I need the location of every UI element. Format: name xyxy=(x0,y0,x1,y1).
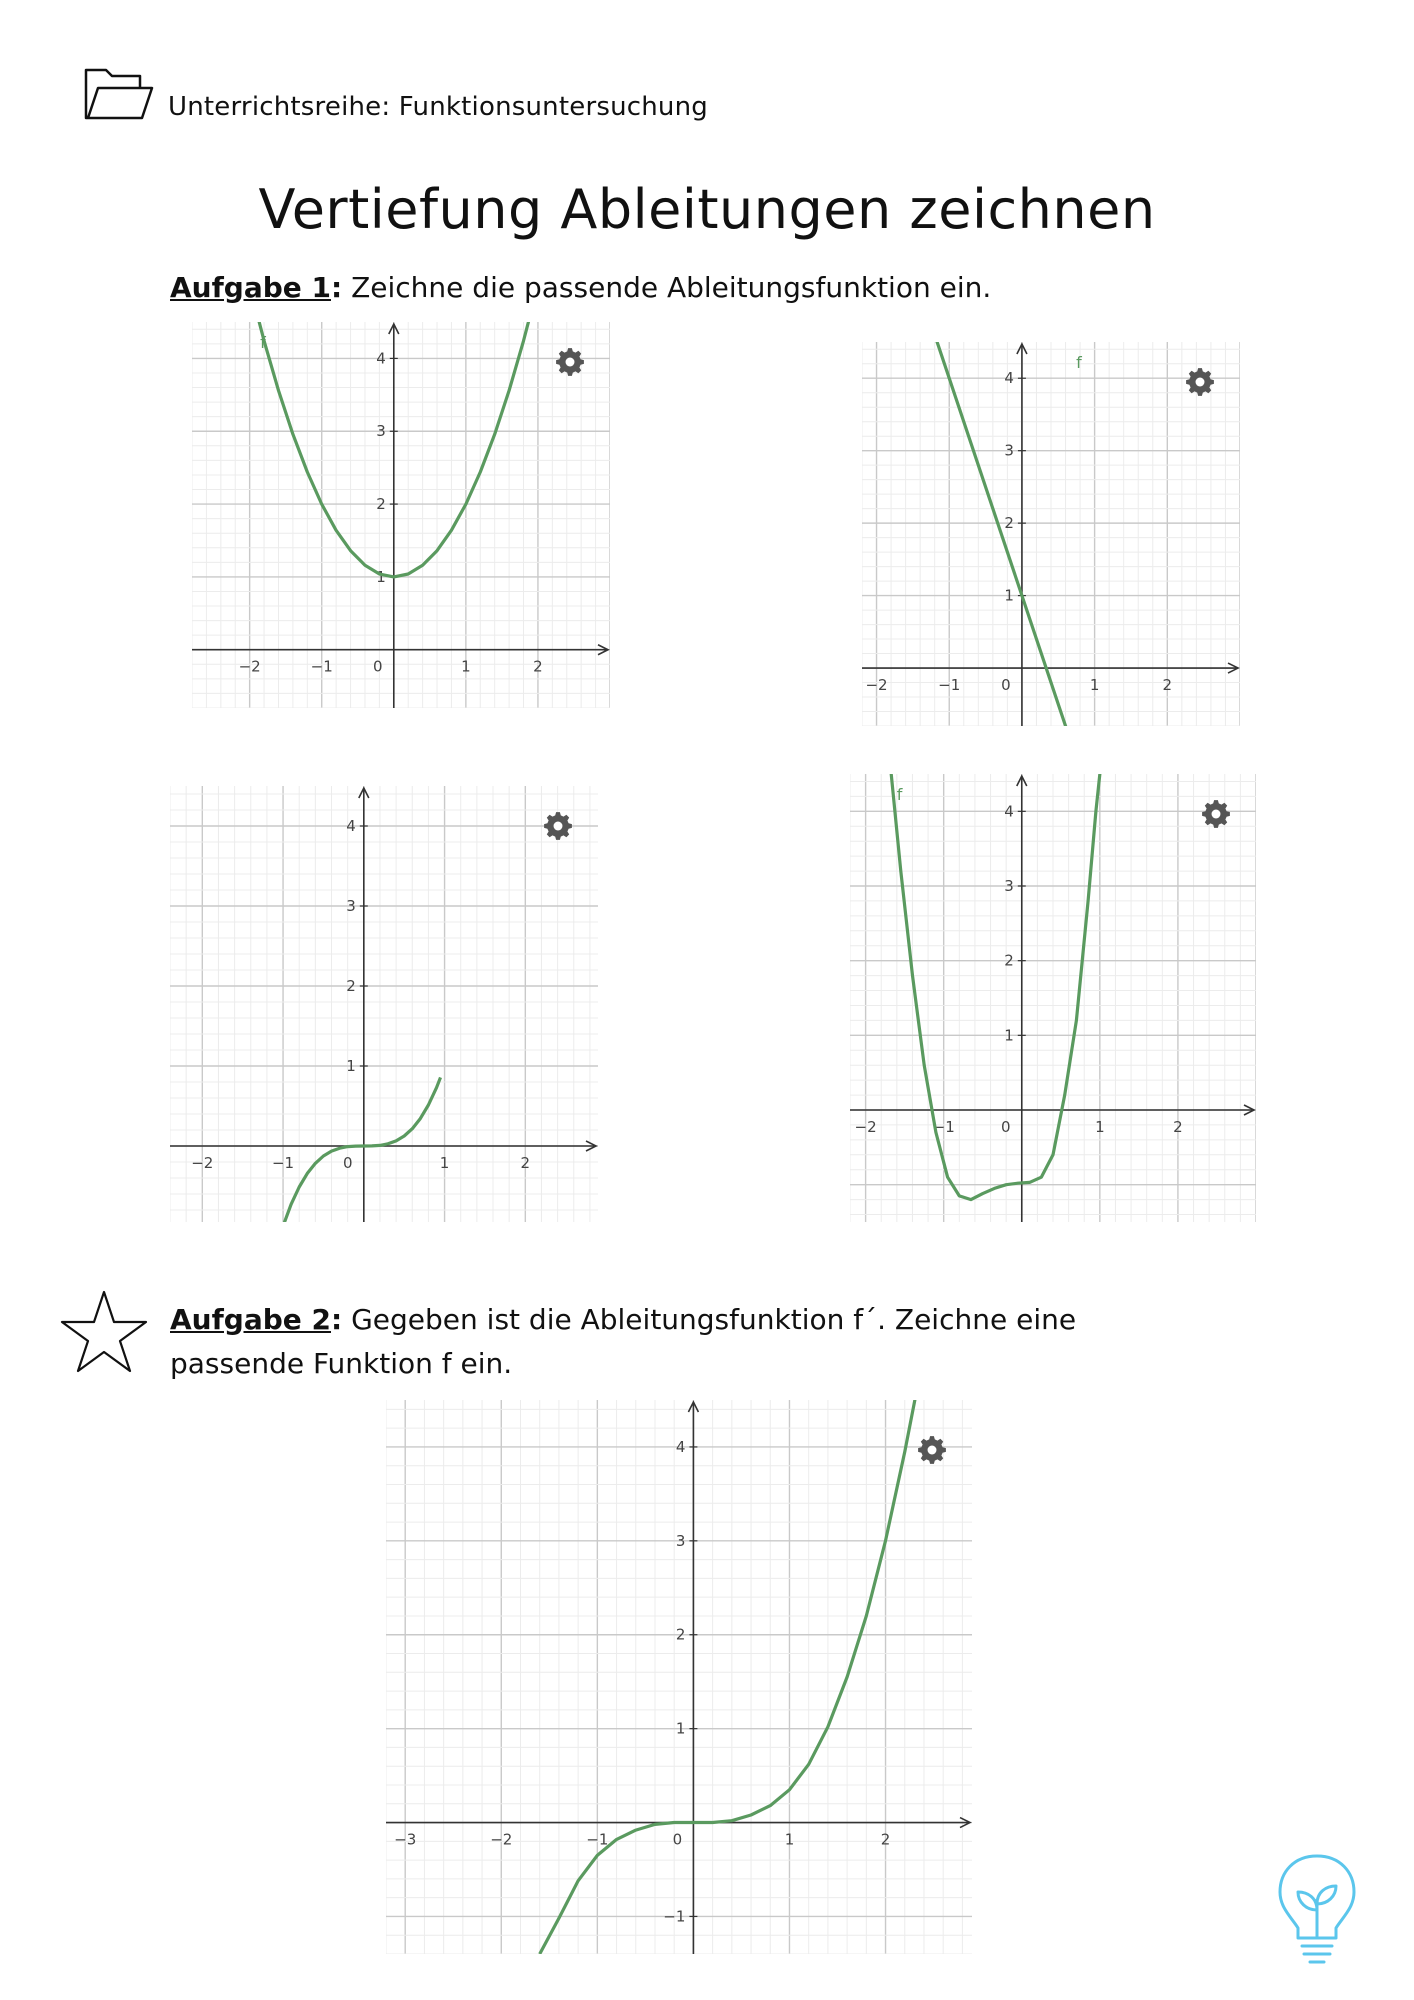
folder-icon xyxy=(84,66,154,122)
x-tick-label: 1 xyxy=(784,1830,795,1849)
function-label: f xyxy=(260,333,266,352)
gear-icon xyxy=(1202,800,1230,828)
task-1-text: Zeichne die passende Ableitungsfunktion ein. xyxy=(342,271,992,304)
x-tick-label: 0 xyxy=(343,1154,353,1172)
x-tick-label: −2 xyxy=(865,676,888,695)
y-tick-label: 4 xyxy=(1004,369,1014,388)
x-tick-label: −1 xyxy=(932,1118,955,1136)
task-1-instruction xyxy=(170,266,991,310)
gear-icon xyxy=(544,812,572,840)
y-tick-label: 1 xyxy=(346,1057,356,1075)
gear-icon xyxy=(1186,368,1214,396)
task-1-label: Aufgabe 1 xyxy=(170,271,331,304)
function-curve xyxy=(889,774,1104,1200)
gear-icon xyxy=(556,348,584,376)
y-tick-label: 4 xyxy=(376,349,386,368)
series-title: Unterrichtsreihe: Funktionsuntersuchung xyxy=(168,92,708,122)
function-label: f xyxy=(1076,353,1082,372)
y-tick-label: 1 xyxy=(1004,1026,1014,1045)
x-tick-label: −2 xyxy=(238,657,261,676)
x-tick-label: 1 xyxy=(461,657,471,676)
task-2-colon: : xyxy=(331,1303,343,1336)
x-tick-label: 2 xyxy=(533,657,543,676)
task-2-instruction xyxy=(170,1298,1170,1386)
grid xyxy=(386,1400,972,1954)
y-tick-label: 2 xyxy=(675,1625,686,1644)
x-tick-label: −2 xyxy=(854,1118,877,1136)
gear-icon xyxy=(918,1436,946,1464)
star-icon xyxy=(60,1288,148,1374)
graph-derivative xyxy=(386,1400,972,1954)
lightbulb-icon xyxy=(1274,1852,1360,1972)
y-tick-label: 3 xyxy=(675,1531,686,1550)
y-tick-label: 4 xyxy=(675,1437,686,1456)
task-1-colon: : xyxy=(331,271,343,304)
graph-1-parabola xyxy=(192,322,610,708)
x-tick-label: 2 xyxy=(520,1154,531,1172)
x-tick-label: 0 xyxy=(672,1830,683,1849)
graph-4-quartic xyxy=(850,774,1256,1222)
y-tick-label: 2 xyxy=(376,495,386,514)
y-tick-label: 4 xyxy=(346,817,356,835)
y-tick-label: 3 xyxy=(1004,441,1014,460)
y-tick-label: 2 xyxy=(1004,514,1014,533)
x-tick-label: −1 xyxy=(938,676,961,695)
x-tick-label: 2 xyxy=(1173,1118,1183,1136)
page-title: Vertiefung Ableitungen zeichnen xyxy=(258,178,1156,241)
function-label: f xyxy=(896,785,903,804)
grid xyxy=(170,786,598,1222)
function-curve xyxy=(275,1077,441,1222)
x-tick-label: 1 xyxy=(1095,1118,1105,1136)
x-tick-label: −1 xyxy=(310,657,333,676)
y-tick-label: 1 xyxy=(1004,586,1014,605)
graph-3-cubic xyxy=(170,786,598,1222)
x-tick-label: −3 xyxy=(394,1830,417,1849)
x-tick-label: −2 xyxy=(191,1154,214,1172)
y-tick-label: 1 xyxy=(675,1719,686,1738)
task-2-label: Aufgabe 2 xyxy=(170,1303,331,1336)
x-tick-label: −1 xyxy=(586,1830,609,1849)
y-tick-label: 2 xyxy=(346,977,356,995)
task-2-text: Gegeben ist die Ableitungsfunktion f´. Zeichne eine passende Funktion f ein. xyxy=(170,1303,1077,1380)
x-tick-label: −2 xyxy=(490,1830,513,1849)
axes xyxy=(192,324,608,708)
x-tick-label: 1 xyxy=(439,1154,450,1172)
y-tick-label: 3 xyxy=(376,422,386,441)
x-tick-label: 0 xyxy=(1000,1118,1011,1136)
y-tick-label: 3 xyxy=(1004,877,1014,895)
y-tick-label: 2 xyxy=(1004,951,1014,970)
x-tick-label: 0 xyxy=(373,657,383,676)
y-tick-label: 1 xyxy=(376,567,386,586)
function-curve xyxy=(221,322,581,577)
x-tick-label: 0 xyxy=(1001,676,1011,695)
x-tick-label: 1 xyxy=(1089,676,1100,695)
axes xyxy=(170,788,596,1222)
y-tick-label: 3 xyxy=(346,897,356,915)
x-tick-label: 2 xyxy=(880,1830,891,1849)
x-tick-label: −1 xyxy=(271,1154,295,1172)
y-tick-label: −1 xyxy=(663,1907,686,1926)
y-tick-label: 4 xyxy=(1004,802,1014,821)
x-tick-label: 2 xyxy=(1162,676,1173,695)
graph-2-line xyxy=(862,342,1240,726)
